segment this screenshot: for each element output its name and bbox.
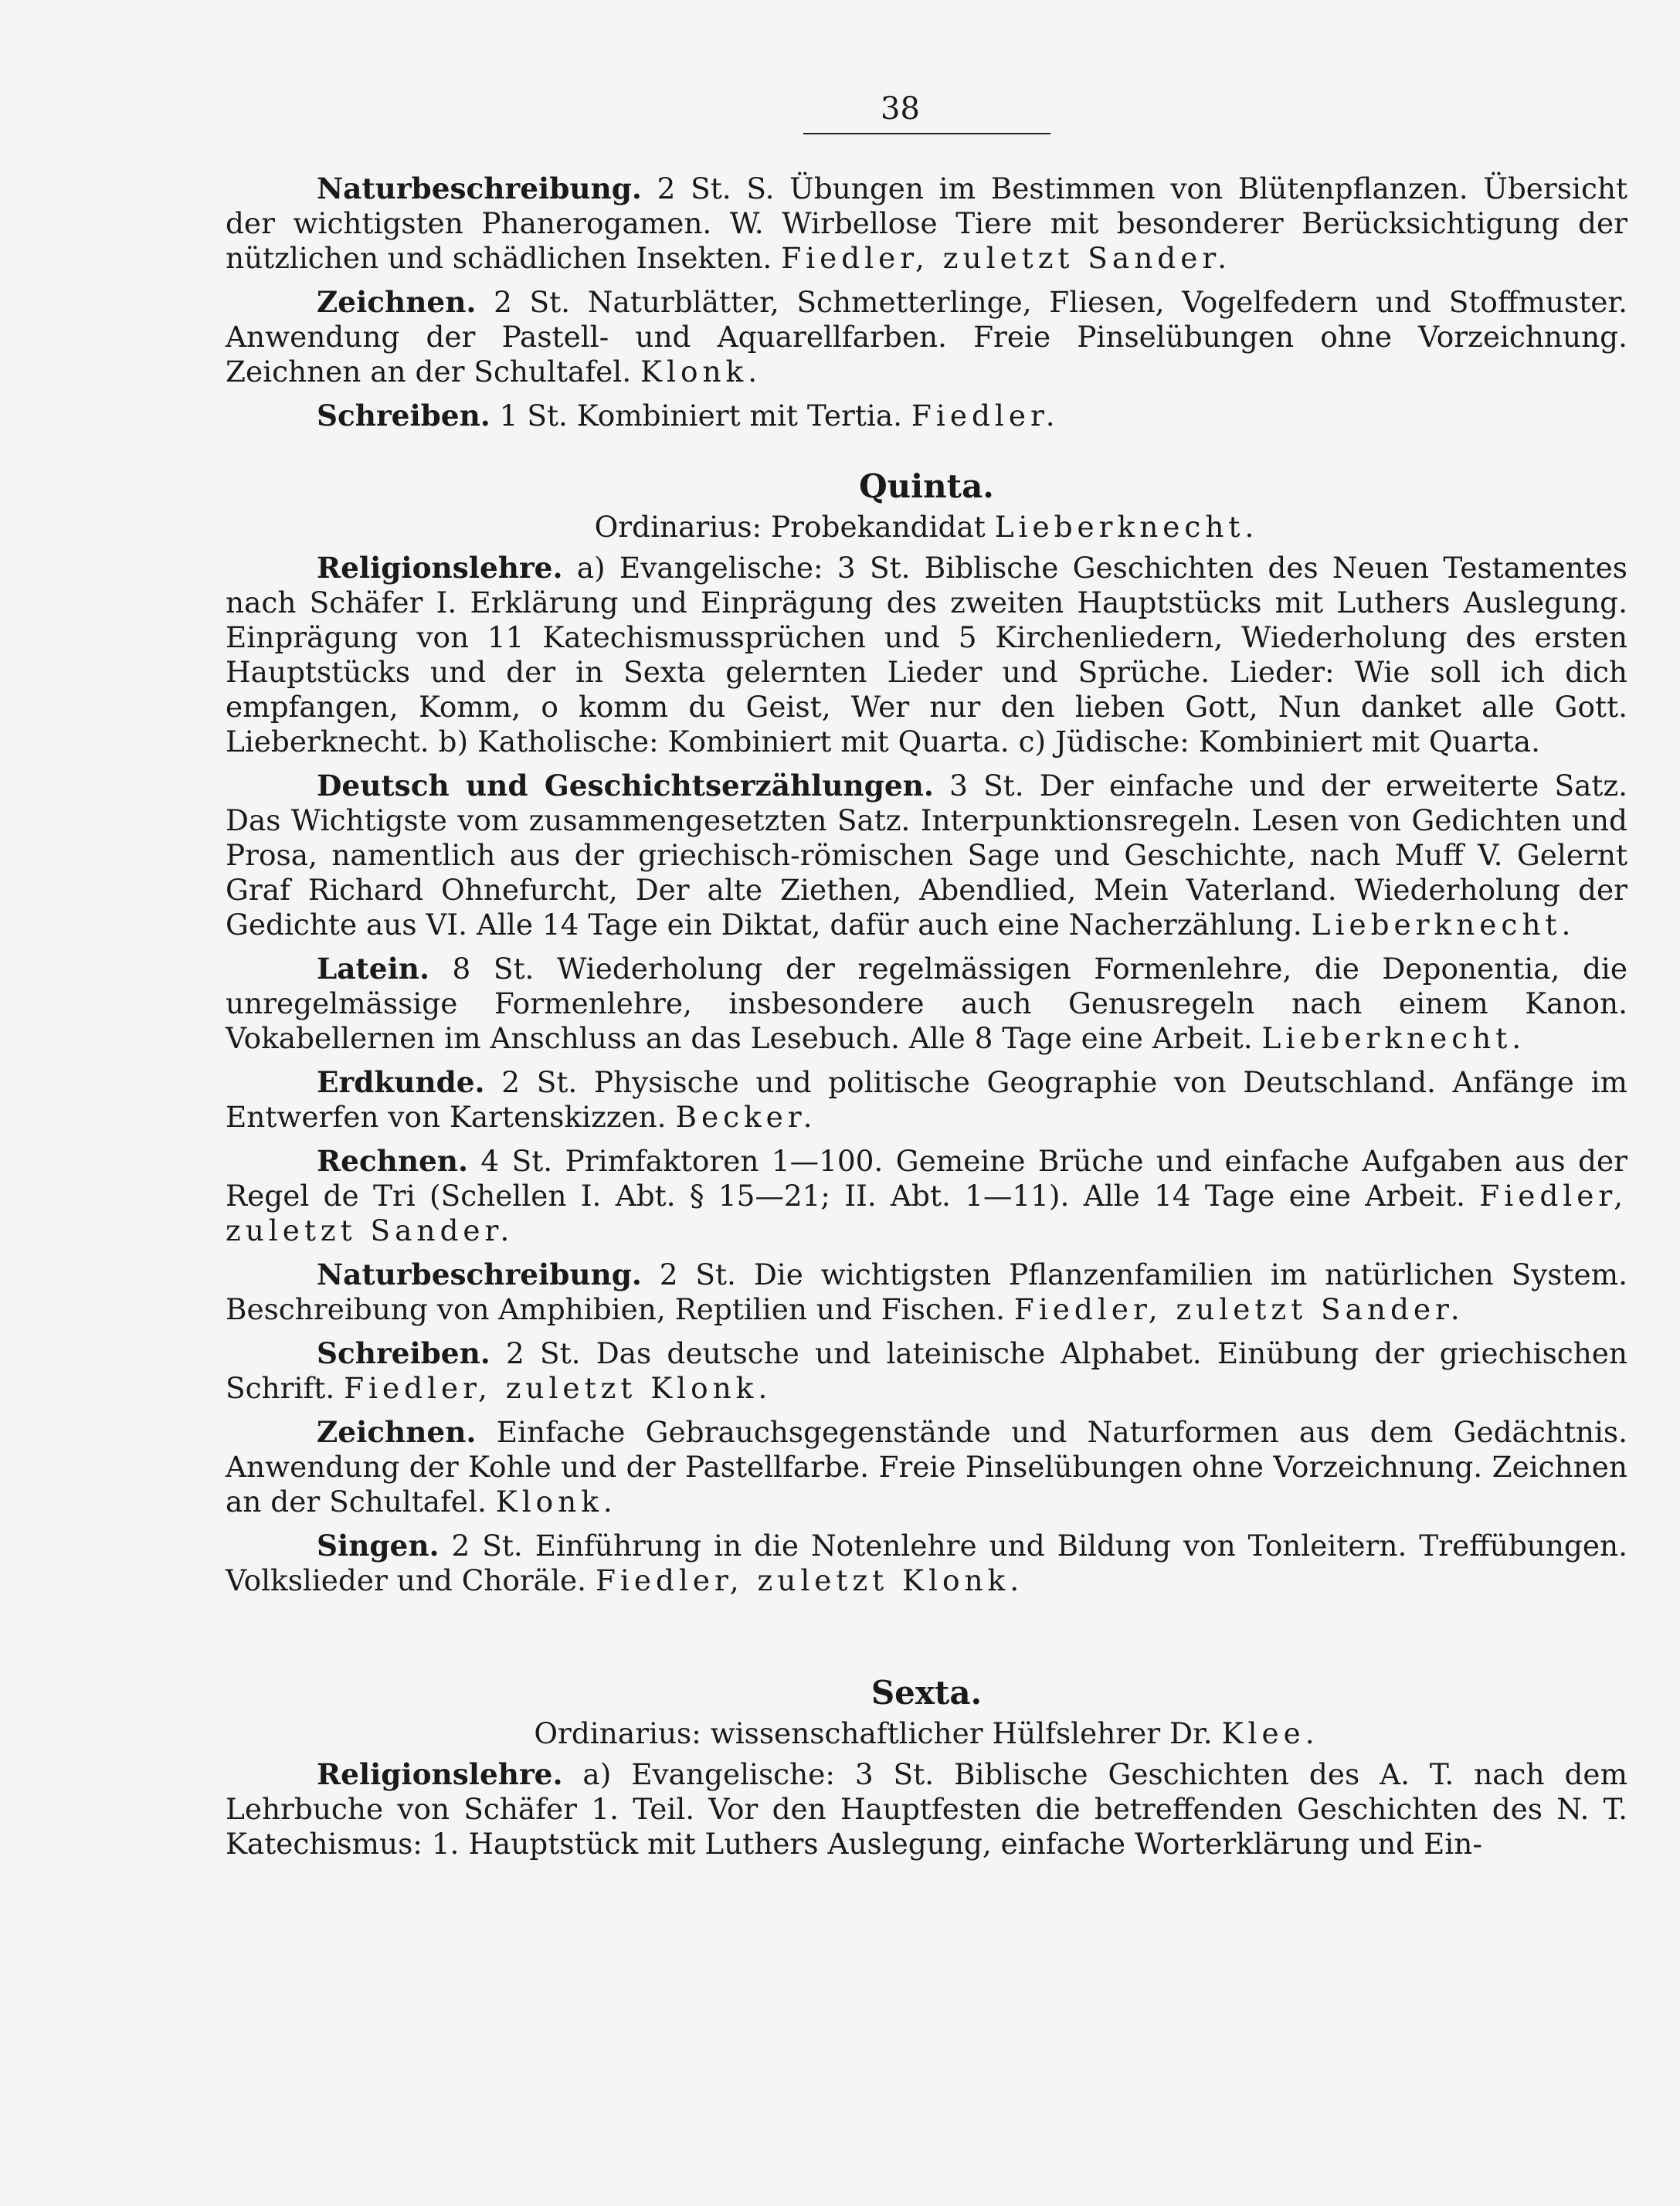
paragraph-text: 3 St. Der einfache und der erweiterte Satz. Das Wichtigste vom zusammengesetzten Satz. Interpunktionsregeln. Lesen von Gedichten und Prosa, namentlich aus der griechisch-römischen Sage und Geschichte, nach Muff V. Gelernt Graf Richard Ohnefurcht, Der alte Ziethen, Abendlied, Mein Vaterland. Wiederholung der Gedichte aus VI. Alle 14 Tage ein Diktat, dafür auch eine Nacherzählung.: [226, 769, 1628, 942]
teacher-name: Lieberknecht.: [1311, 908, 1576, 942]
paragraph: [226, 171, 1627, 276]
teacher-name: Klonk.: [640, 355, 762, 389]
section-heading: Sexta.: [871, 1674, 983, 1712]
teacher-name: Klonk.: [495, 1485, 617, 1519]
teacher-name: Fiedler, zuletzt Klonk.: [595, 1563, 1024, 1597]
paragraph: [226, 1257, 1627, 1327]
paragraph: [226, 399, 1627, 433]
paragraph-text: 2 St. S. Übungen im Bestimmen von Blütenpflanzen. Übersicht der wichtigsten Phanerogamen. W. Wirbellose Tiere mit besonderer Berücksichtigung der nützlichen und schädlichen Insekten.: [226, 171, 1627, 275]
subject-title: Schreiben.: [317, 399, 490, 433]
teacher-name: Fiedler, zuletzt Klonk.: [344, 1371, 772, 1405]
paragraph-text: 2 St. Naturblätter, Schmetterlinge, Fliesen, Vogelfedern und Stoffmuster. Anwendung der Pastell- und Aquarellfarben. Freie Pinselübungen ohne Vorzeichnung. Zeichnen an der Schultafel.: [226, 285, 1627, 389]
section-quarta-continuation: [226, 171, 1627, 433]
paragraph-text: 2 St. Die wichtigsten Pflanzenfamilien im natürlichen System. Beschreibung von Amphibien, Reptilien und Fischen.: [226, 1257, 1627, 1326]
paragraph-text: 2 St. Das deutsche und lateinische Alphabet. Einübung der griechischen Schrift.: [226, 1336, 1627, 1405]
paragraph-text: 1 St. Kombiniert mit Tertia.: [490, 399, 911, 433]
header-rule: [803, 133, 1050, 134]
section-sexta: [226, 1675, 1627, 1862]
ordinarius-line: [226, 1716, 1627, 1751]
subject-title: Zeichnen.: [317, 285, 477, 319]
page-number: 38: [881, 91, 920, 127]
paragraph-text: a) Evangelische: 3 St. Biblische Geschichten des Neuen Testamentes nach Schäfer I. Erklärung und Einprägung des zweiten Hauptstücks mit Luthers Auslegung. Einprägung von 11 Katechismussprüchen und 5 Kirchenliedern, Wiederholung des ersten Hauptstücks und der in Sexta gelernten Lieder und Sprüche. Lieder: Wie soll ich dich empfangen, Komm, o komm du Geist, Wer nur den lieben Gott, Nun danket alle Gott. Lieberknecht. b) Katholische: Kombiniert mit Quarta. c) Jüdische: Kombiniert mit Quarta.: [226, 551, 1627, 759]
section-quinta: [226, 469, 1627, 1598]
subject-title: Religionslehre.: [317, 1757, 563, 1791]
paragraph-text: 2 St. Einführung in die Notenlehre und Bildung von Tonleitern. Treffübungen. Volkslieder und Choräle.: [226, 1529, 1627, 1597]
subject-title: Rechnen.: [317, 1144, 468, 1178]
paragraph: [226, 1529, 1627, 1598]
paragraph: [226, 551, 1627, 759]
teacher-name: Lieberknecht.: [1261, 1021, 1526, 1055]
paragraph: [226, 1757, 1627, 1862]
subject-title: Deutsch und Geschichtserzählungen.: [317, 769, 934, 803]
subject-title: Zeichnen.: [317, 1415, 477, 1449]
ordinarius-label: Ordinarius: wissenschaftlicher Hülfslehrer Dr.: [534, 1716, 1222, 1750]
subject-title: Naturbeschreibung.: [317, 171, 642, 205]
paragraph: [226, 1336, 1627, 1406]
ordinarius-label: Ordinarius: Probekandidat: [594, 510, 995, 544]
paragraph: [226, 1415, 1627, 1519]
paragraph: [226, 1144, 1627, 1248]
paragraph-text: 4 St. Primfaktoren 1—100. Gemeine Brüche und einfache Aufgaben aus der Regel de Tri (Schellen I. Abt. § 15—21; II. Abt. 1—11). Alle 14 Tage eine Arbeit.: [226, 1144, 1627, 1213]
paragraph: [226, 952, 1627, 1056]
teacher-name: Fiedler, zuletzt Sander.: [226, 1179, 1627, 1247]
subject-title: Singen.: [317, 1529, 440, 1563]
page-content: [226, 171, 1627, 1871]
paragraph-text: Einfache Gebrauchsgegenstände und Naturformen aus dem Gedächtnis. Anwendung der Kohle und der Pastellfarbe. Freie Pinselübungen ohne Vorzeichnung. Zeichnen an der Schultafel.: [226, 1415, 1627, 1519]
teacher-name: Fiedler, zuletzt Sander.: [1013, 1292, 1464, 1326]
paragraph-text: 8 St. Wiederholung der regelmässigen Formenlehre, die Deponentia, die unregelmässige Formenlehre, insbesondere auch Genusregeln nach einem Kanon. Vokabellernen im Anschluss an das Lesebuch. Alle 8 Tage eine Arbeit.: [226, 952, 1627, 1055]
teacher-name: Fiedler, zuletzt Sander.: [781, 241, 1232, 275]
paragraph-text: a) Evangelische: 3 St. Biblische Geschichten des A. T. nach dem Lehrbuche von Schäfer 1. Teil. Vor den Hauptfesten die betreffenden Geschichten des N. T. Katechismus: 1. Hauptstück mit Luthers Auslegung, einfache Worterklärung und Ein-: [226, 1757, 1627, 1861]
subject-title: Schreiben.: [317, 1336, 490, 1370]
subject-title: Religionslehre.: [317, 551, 563, 585]
ordinarius-line: [226, 510, 1627, 545]
teacher-name: Becker.: [675, 1100, 817, 1134]
ordinarius-name: Lieberknecht.: [994, 510, 1259, 544]
paragraph-text: 2 St. Physische und politische Geographie von Deutschland. Anfänge im Entwerfen von Kartenskizzen.: [226, 1065, 1627, 1134]
teacher-name: Fiedler.: [911, 399, 1060, 433]
paragraph: [226, 1065, 1627, 1135]
section-heading: Quinta.: [859, 467, 994, 505]
subject-title: Naturbeschreibung.: [317, 1257, 642, 1291]
subject-title: Latein.: [317, 952, 429, 986]
ordinarius-name: Klee.: [1221, 1716, 1319, 1750]
paragraph: [226, 769, 1627, 942]
subject-title: Erdkunde.: [317, 1065, 485, 1099]
paragraph: [226, 285, 1627, 389]
